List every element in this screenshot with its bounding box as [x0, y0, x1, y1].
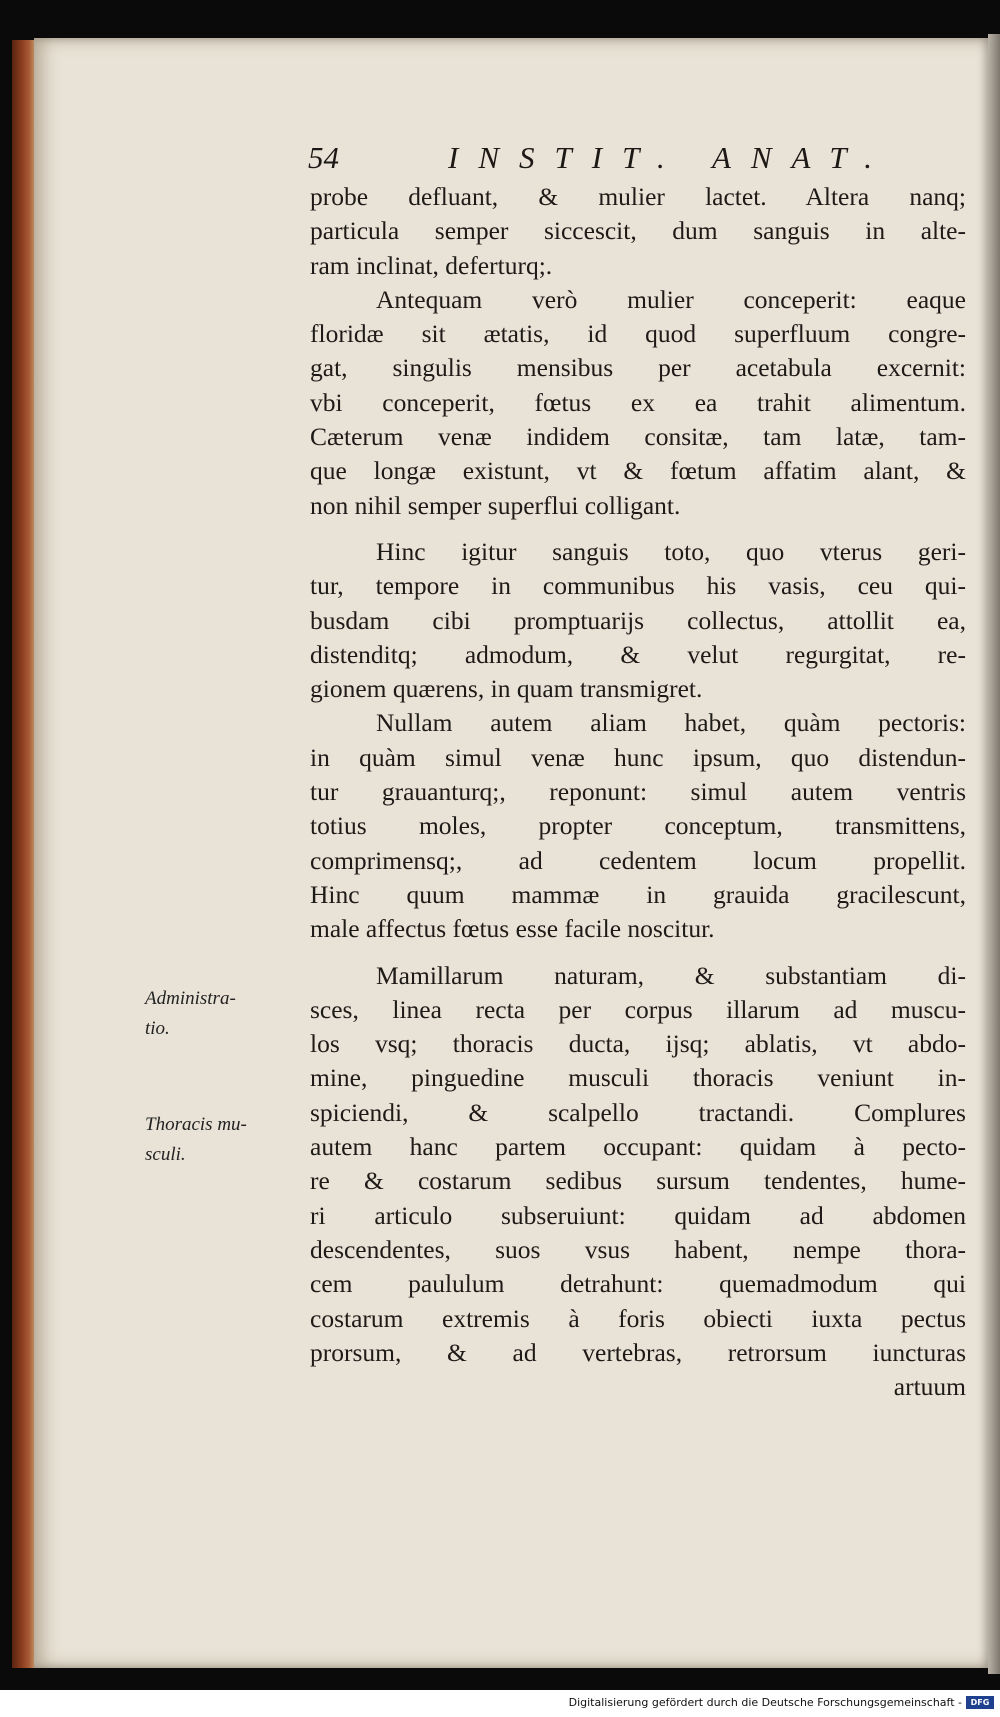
paragraph-4 — [310, 706, 966, 946]
paragraph-2 — [310, 283, 966, 523]
text-line: costarum extremis à foris obiecti iuxta pectus — [310, 1303, 966, 1333]
margin-note-thoracis-musculi — [145, 1110, 280, 1170]
text-line: tur, tempore in communibus his vasis, ceu qui- — [310, 571, 966, 601]
text-line: los vsq; thoracis ducta, ijsq; ablatis, vt abdo- — [310, 1029, 966, 1059]
text-line: gat, singulis mensibus per acetabula excernit: — [310, 353, 966, 383]
text-line: totius moles, propter conceptum, transmittens, — [310, 811, 966, 841]
text-line: male affectus fœtus esse facile noscitur. — [310, 914, 715, 944]
margin-note-line: sculi. — [145, 1144, 186, 1165]
text-line: tur grauanturq;, reponunt: simul autem ventris — [310, 777, 966, 807]
paragraph-gap — [310, 523, 966, 535]
page-number: 54 — [308, 140, 339, 175]
text-line: non nihil semper superflui colligant. — [310, 490, 681, 520]
page-edge-right — [988, 34, 1000, 1674]
text-line: floridæ sit ætatis, id quod superfluum congre- — [310, 319, 966, 349]
text-line: Nullam autem aliam habet, quàm pectoris: — [376, 708, 966, 738]
text-line: sces, linea recta per corpus illarum ad muscu- — [310, 994, 966, 1024]
running-header — [308, 140, 948, 180]
text-line: ram inclinat, deferturq;. — [310, 250, 553, 280]
text-line: que longæ existunt, vt & fœtum affatim alant, & — [310, 456, 966, 486]
paragraph-1 — [310, 180, 966, 283]
text-line: busdam cibi promptuarijs collectus, attollit ea, — [310, 605, 966, 635]
text-line: probe defluant, & mulier lactet. Altera nanq; — [310, 182, 966, 211]
text-line: Hinc quum mammæ in grauida gracilescunt, — [310, 879, 966, 909]
margin-note-line: tio. — [145, 1018, 170, 1039]
text-line: comprimensq;, ad cedentem locum propellit. — [310, 845, 966, 875]
text-line: descendentes, suos vsus habent, nempe thora- — [310, 1234, 966, 1264]
running-title: INSTIT. ANAT. — [448, 140, 893, 175]
text-line: prorsum, & ad vertebras, retrorsum iuncturas — [310, 1337, 966, 1367]
text-line: particula semper siccescit, dum sanguis in alte- — [310, 216, 966, 246]
text-line: vbi conceperit, fœtus ex ea trahit alimentum. — [310, 387, 966, 417]
paragraph-5 — [310, 959, 966, 1371]
dfg-logo-icon: DFG — [966, 1696, 994, 1709]
text-line: ri articulo subseruiunt: quidam ad abdomen — [310, 1200, 966, 1230]
book-binding-edge — [12, 40, 36, 1668]
margin-note-administratio — [145, 984, 280, 1044]
digitization-credit: Digitalisierung gefördert durch die Deutsche Forschungsgemeinschaft - — [568, 1696, 962, 1709]
margin-note-line: Administra- — [145, 988, 236, 1009]
text-line: Mamillarum naturam, & substantiam di- — [376, 960, 966, 990]
text-line: mine, pinguedine musculi thoracis veniunt in- — [310, 1063, 966, 1093]
text-line: Hinc igitur sanguis toto, quo vterus geri- — [376, 536, 966, 566]
text-line: autem hanc partem occupant: quidam à pecto- — [310, 1132, 966, 1162]
text-line: Cæterum venæ indidem consitæ, tam latæ, tam- — [310, 422, 966, 452]
text-line: distenditq; admodum, & velut regurgitat, re- — [310, 639, 966, 669]
text-line: cem paululum detrahunt: quemadmodum qui — [310, 1269, 966, 1299]
paragraph-3 — [310, 535, 966, 706]
catchword: artuum — [893, 1372, 966, 1402]
text-line: re & costarum sedibus sursum tendentes, hume- — [310, 1166, 966, 1196]
body-text — [310, 180, 966, 1404]
text-line: gionem quærens, in quam transmigret. — [310, 674, 703, 704]
margin-note-line: Thoracis mu- — [145, 1114, 247, 1135]
text-line: spiciendi, & scalpello tractandi. Complures — [310, 1097, 966, 1127]
text-line: in quàm simul venæ hunc ipsum, quo distendun- — [310, 742, 966, 772]
text-line: Antequam verò mulier conceperit: eaque — [376, 284, 966, 314]
footer-bar — [0, 1690, 1000, 1717]
paragraph-gap — [310, 947, 966, 959]
